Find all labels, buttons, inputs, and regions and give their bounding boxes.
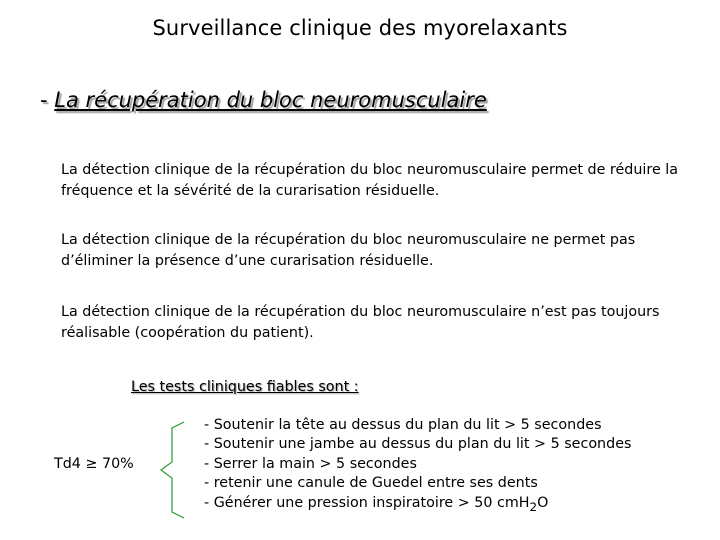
subtitle-text: La récupération du bloc neuromusculaire — [54, 88, 487, 112]
slide-title: Surveillance clinique des myorelaxants — [152, 16, 568, 40]
list-item: - Soutenir la tête au dessus du plan du lit > 5 secondes — [204, 417, 602, 433]
list-item: - retenir une canule de Guedel entre ses dents — [204, 475, 538, 492]
list-item — [204, 494, 631, 517]
list-item-text-end: O — [537, 494, 549, 511]
curly-brace-icon — [158, 420, 188, 520]
list-item-text: - Générer une pression inspiratoire > 50 cmH — [204, 494, 530, 511]
paragraph-2: La détection clinique de la récupération du bloc neuromusculaire ne permet pas d’éliminer la présence d’une curarisation résiduelle. — [61, 232, 636, 269]
paragraph-3: La détection clinique de la récupération du bloc neuromusculaire n’est pas toujours réalisable (coopération du patient). — [61, 304, 660, 341]
clinical-tests-list — [204, 416, 631, 517]
paragraph-1: La détection clinique de la récupération du bloc neuromusculaire permet de réduire la fréquence et la sévérité de la curarisation résiduelle. — [61, 162, 679, 199]
section-subtitle — [40, 88, 487, 112]
tests-heading: Les tests cliniques fiables sont : — [131, 379, 359, 395]
td4-threshold: Td4 ≥ 70% — [54, 456, 134, 472]
subscript-two: 2 — [529, 499, 538, 514]
list-item: - Serrer la main > 5 secondes — [204, 455, 417, 472]
list-item: - Soutenir une jambe au dessus du plan du lit > 5 secondes — [204, 436, 632, 453]
subtitle-dash: - — [40, 88, 48, 112]
